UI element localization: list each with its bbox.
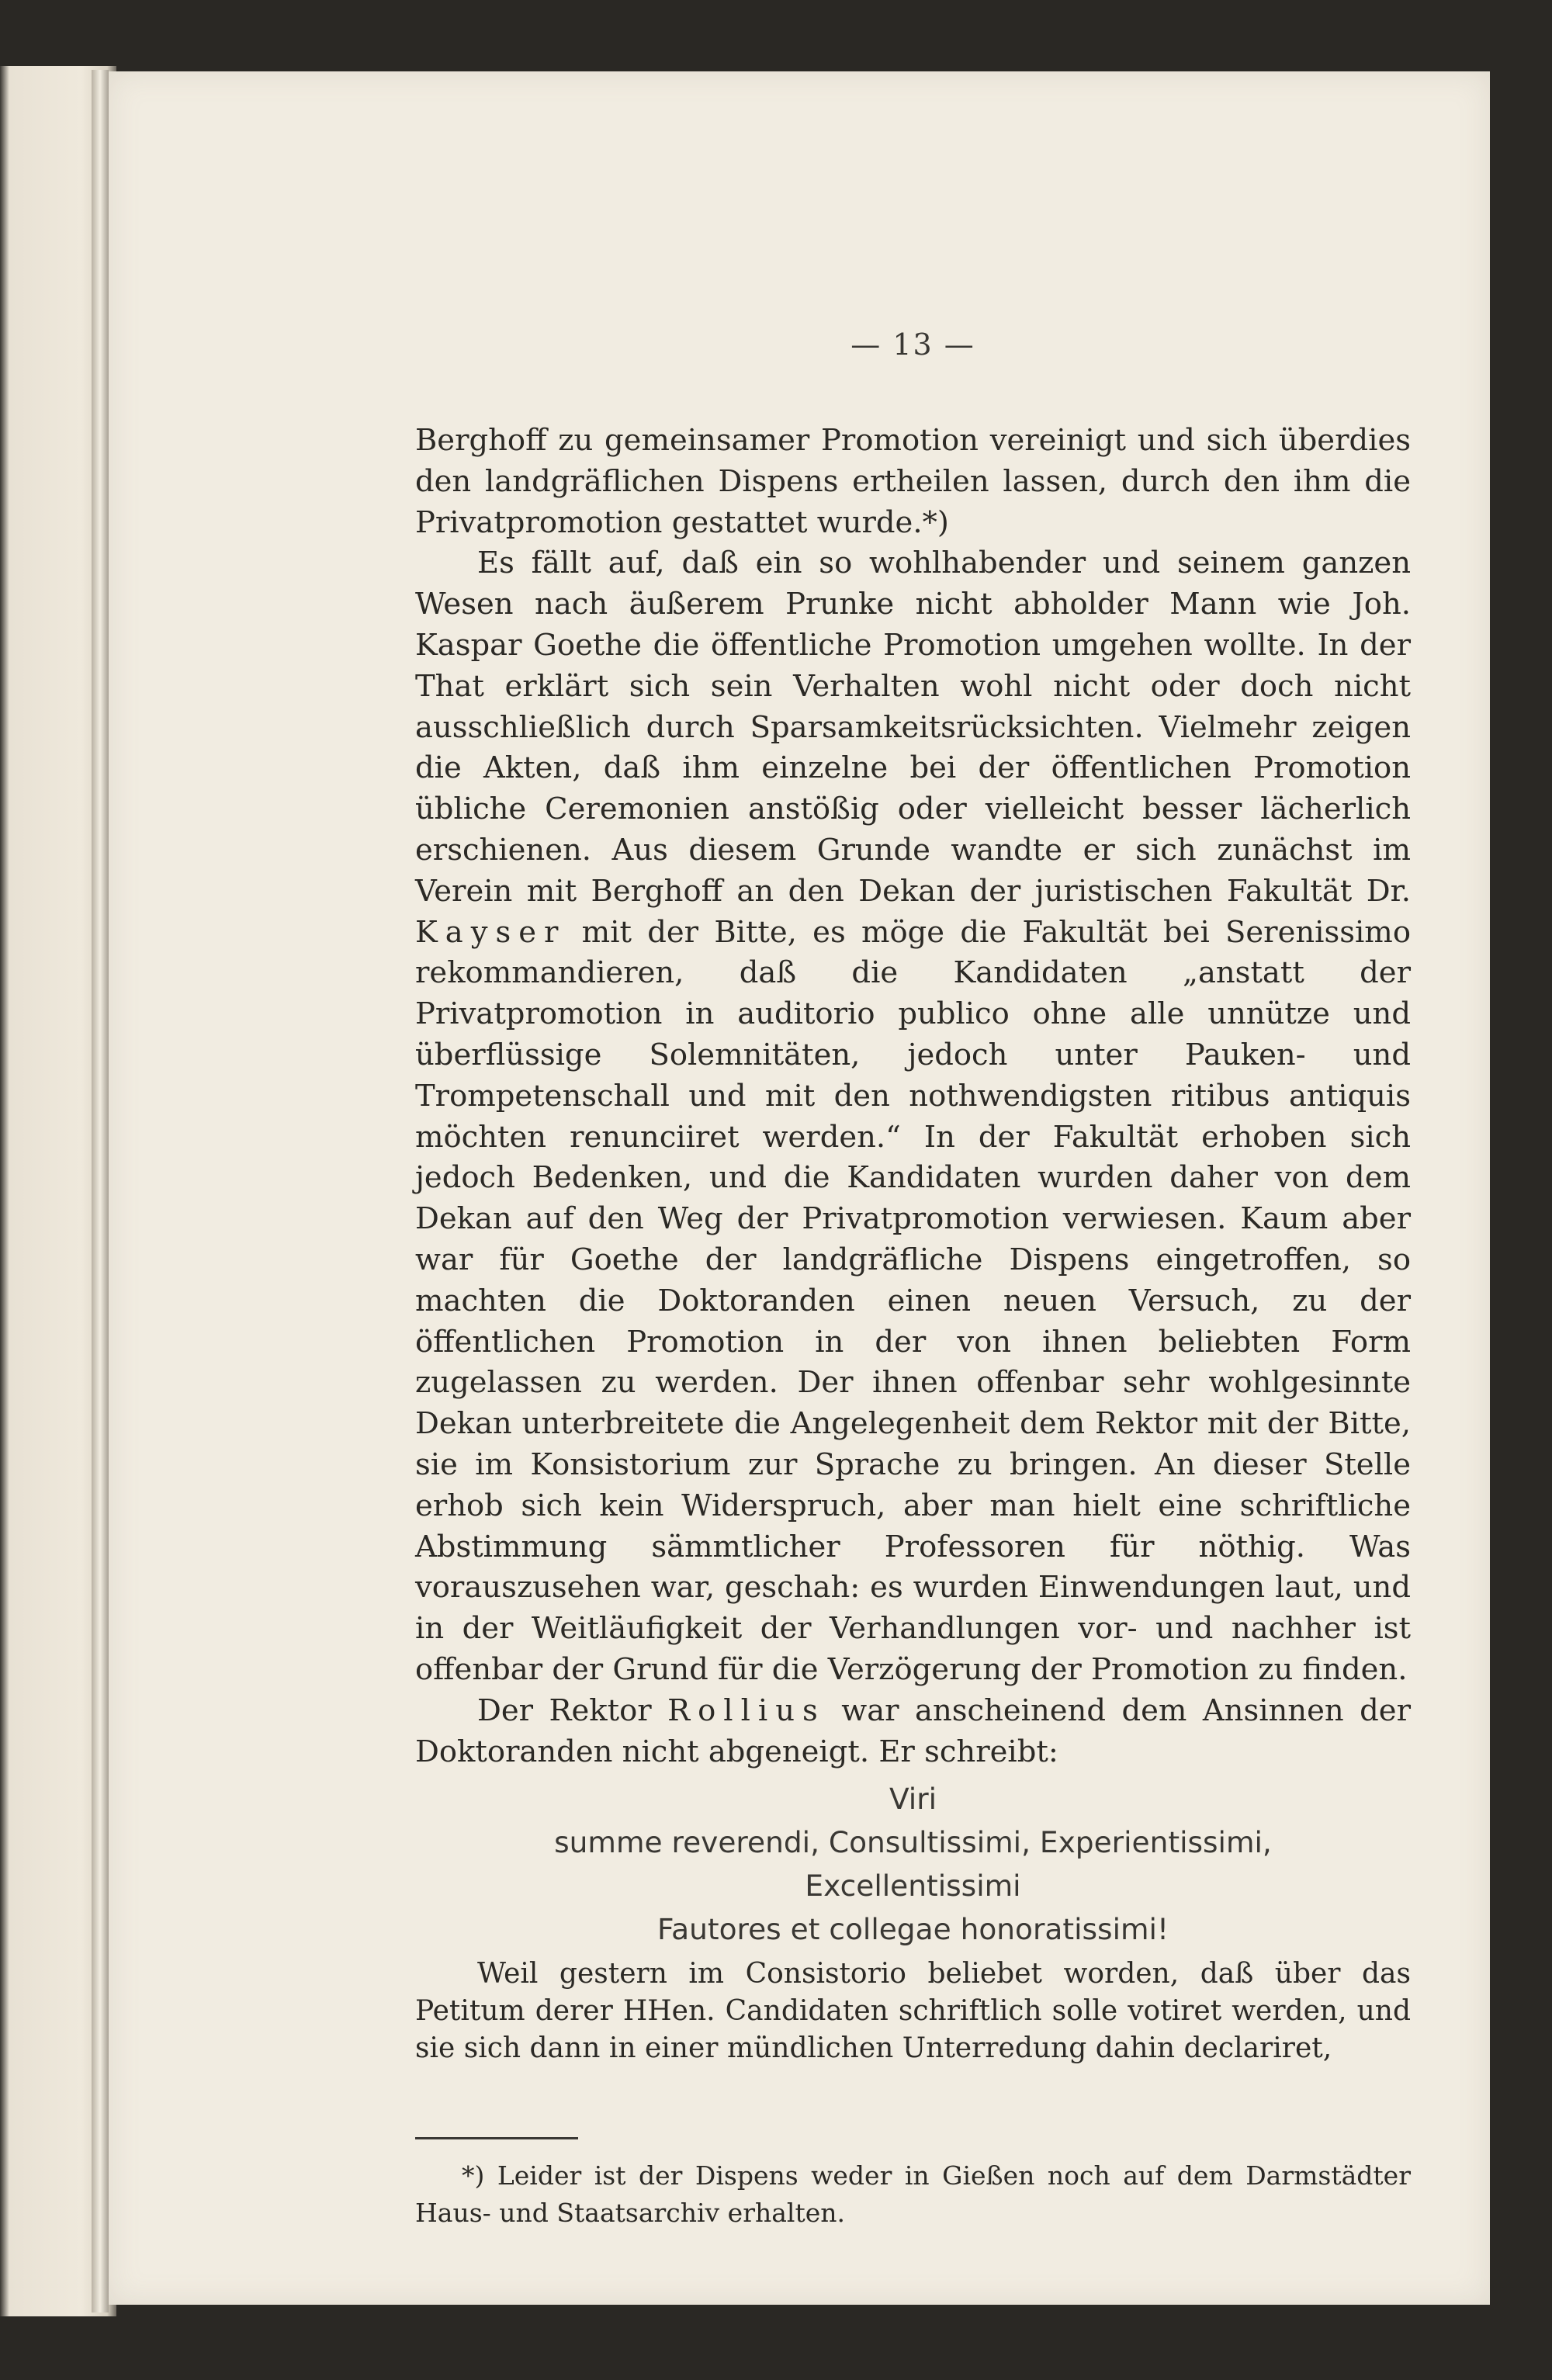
paragraph-4: Weil gestern im Consistorio beliebet worden, daß über das Petitum derer HHen. Candidaten schriftlich solle votiret werden, und sie sich dann in einer mündlichen Unterredung dahin declariret, — [415, 1958, 1411, 2065]
paragraph-3-end: war anscheinend dem Ansinnen der Doktoranden nicht abgeneigt. Er schreibt: — [415, 1692, 1411, 1769]
latin-salutation — [415, 1777, 1411, 1951]
latin-line-1: Viri — [889, 1782, 937, 1817]
name-rollius: Rollius — [667, 1692, 826, 1728]
main-text — [415, 421, 1411, 2067]
page-number: — 13 — — [850, 327, 975, 362]
paragraph-2-end: mit der Bitte, es möge die Fakultät bei Serenissimo rekommandieren, daß die Kandidaten „anstatt der Privatpromotion in auditorio publico ohne alle unnütze und überflüssige Solemnitäten, jedoch unter Pauken- und Trompetenschall und mit den nothwendigsten ritibus antiquis möchten renunciiret werden.“ In der Fakultät erhoben sich jedoch Bedenken, und die Kandidaten wurden daher von dem Dekan auf den Weg der Privatpromotion verwiesen. Kaum aber war für Goethe der landgräfliche Dispens eingetroffen, so machten die Doktoranden einen neuen Versuch, zu der öffentlichen Promotion in der von ihnen beliebten Form zugelassen zu werden. Der ihnen offenbar sehr wohlgesinnte Dekan unterbreitete die Angelegenheit dem Rektor mit der Bitte, sie im Konsistorium zur Sprache zu bringen. An dieser Stelle erhob sich kein Widerspruch, aber man hielt eine schriftliche Abstimmung sämmtlicher Professoren für nöthig. Was vorauszusehen war, geschah: es wurden Einwendungen laut, und in der Weitläufigkeit der Verhandlungen vor- und nachher ist offenbar der Grund für die Verzögerung der Promotion zu finden. — [415, 914, 1411, 1687]
latin-line-2: summe reverendi, Consultissimi, Experientissimi, — [554, 1825, 1272, 1860]
paragraph-1: Berghoff zu gemeinsamer Promotion vereinigt und sich überdies den landgräflichen Dispens ertheilen lassen, durch den ihm die Privatpromotion gestattet wurde.*) — [415, 423, 1411, 540]
paragraph-3 — [415, 1691, 1411, 1773]
footnote-rule — [415, 2137, 578, 2139]
name-kayser: Kayser — [415, 914, 566, 950]
paragraph-2 — [415, 543, 1411, 1690]
paragraph-3-start: Der Rektor — [477, 1692, 668, 1728]
book-page — [109, 71, 1490, 2305]
latin-line-4: Fautores et collegae honoratissimi! — [657, 1912, 1169, 1947]
footnote-area — [415, 2157, 1411, 2232]
footnote: *) Leider ist der Dispens weder in Gießen noch auf dem Darmstädter Haus- und Staatsarchiv erhalten. — [415, 2160, 1411, 2228]
latin-line-3: Excellentissimi — [805, 1869, 1021, 1904]
page-gutter — [92, 70, 109, 2312]
paragraph-2-start: Es fällt auf, daß ein so wohlhabender und seinem ganzen Wesen nach äußerem Prunke nicht abholder Mann wie Joh. Kaspar Goethe die öffentliche Promotion umgehen wollte. In der That erklärt sich sein Verhalten wohl nicht oder doch nicht ausschließlich durch Sparsamkeitsrücksichten. Vielmehr zeigen die Akten, daß ihm einzelne bei der öffentlichen Promotion übliche Ceremonien anstößig oder vielleicht besser lächerlich erschienen. Aus diesem Grunde wandte er sich zunächst im Verein mit Berghoff an den Dekan der juristischen Fakultät Dr. — [415, 546, 1411, 909]
